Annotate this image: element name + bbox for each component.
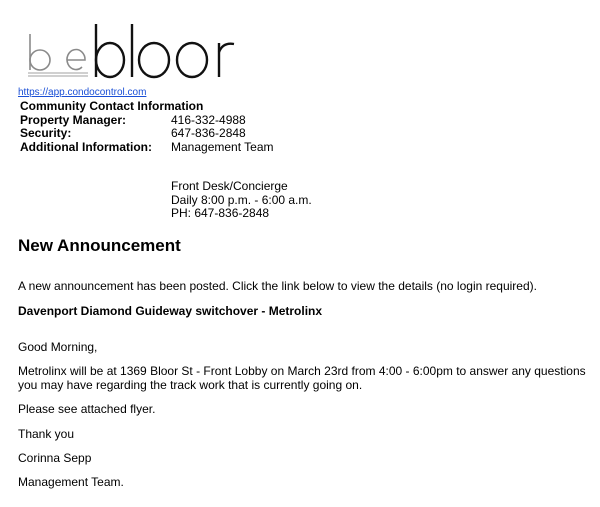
front-desk-phone: PH: 647-836-2848: [171, 206, 270, 220]
announcement-intro: A new announcement has been posted. Click the link below to view the details (no login required).: [18, 279, 537, 293]
bebloor-logo: [26, 22, 271, 84]
greeting: Good Morning,: [18, 340, 98, 354]
contact-label: Property Manager:: [20, 112, 127, 127]
signer-name: Corinna Sepp: [18, 451, 92, 465]
contact-row-additional-info: [20, 141, 274, 155]
contact-value: Management Team: [171, 139, 274, 154]
bebloor-logo-graphic: [26, 22, 271, 84]
contact-row-property-manager: [20, 114, 274, 128]
thanks-line: Thank you: [18, 427, 75, 441]
signer-team: Management Team.: [18, 475, 124, 489]
announcement-heading: New Announcement: [18, 236, 181, 255]
flyer-note: Please see attached flyer.: [18, 402, 156, 416]
condocontrol-link[interactable]: https://app.condocontrol.com: [18, 87, 147, 98]
contact-info: [20, 100, 274, 154]
announcement-paragraph: Metrolinx will be at 1369 Bloor St - Front Lobby on March 23rd from 4:00 - 6:00pm to answer any questions you may have regarding the track work that is currently going on.: [18, 364, 586, 392]
contact-value: 647-836-2848: [171, 126, 246, 140]
contact-title: Community Contact Information: [20, 99, 204, 113]
front-desk-info: [171, 180, 312, 221]
announcement-title[interactable]: Davenport Diamond Guideway switchover - Metrolinx: [18, 304, 323, 318]
contact-value: 416-332-4988: [171, 112, 246, 127]
contact-label: Security:: [20, 126, 72, 140]
front-desk-line: Front Desk/Concierge: [171, 179, 288, 193]
front-desk-hours: Daily 8:00 p.m. - 6:00 a.m.: [171, 192, 312, 207]
contact-row-security: [20, 127, 274, 141]
contact-label: Additional Information:: [20, 139, 152, 154]
